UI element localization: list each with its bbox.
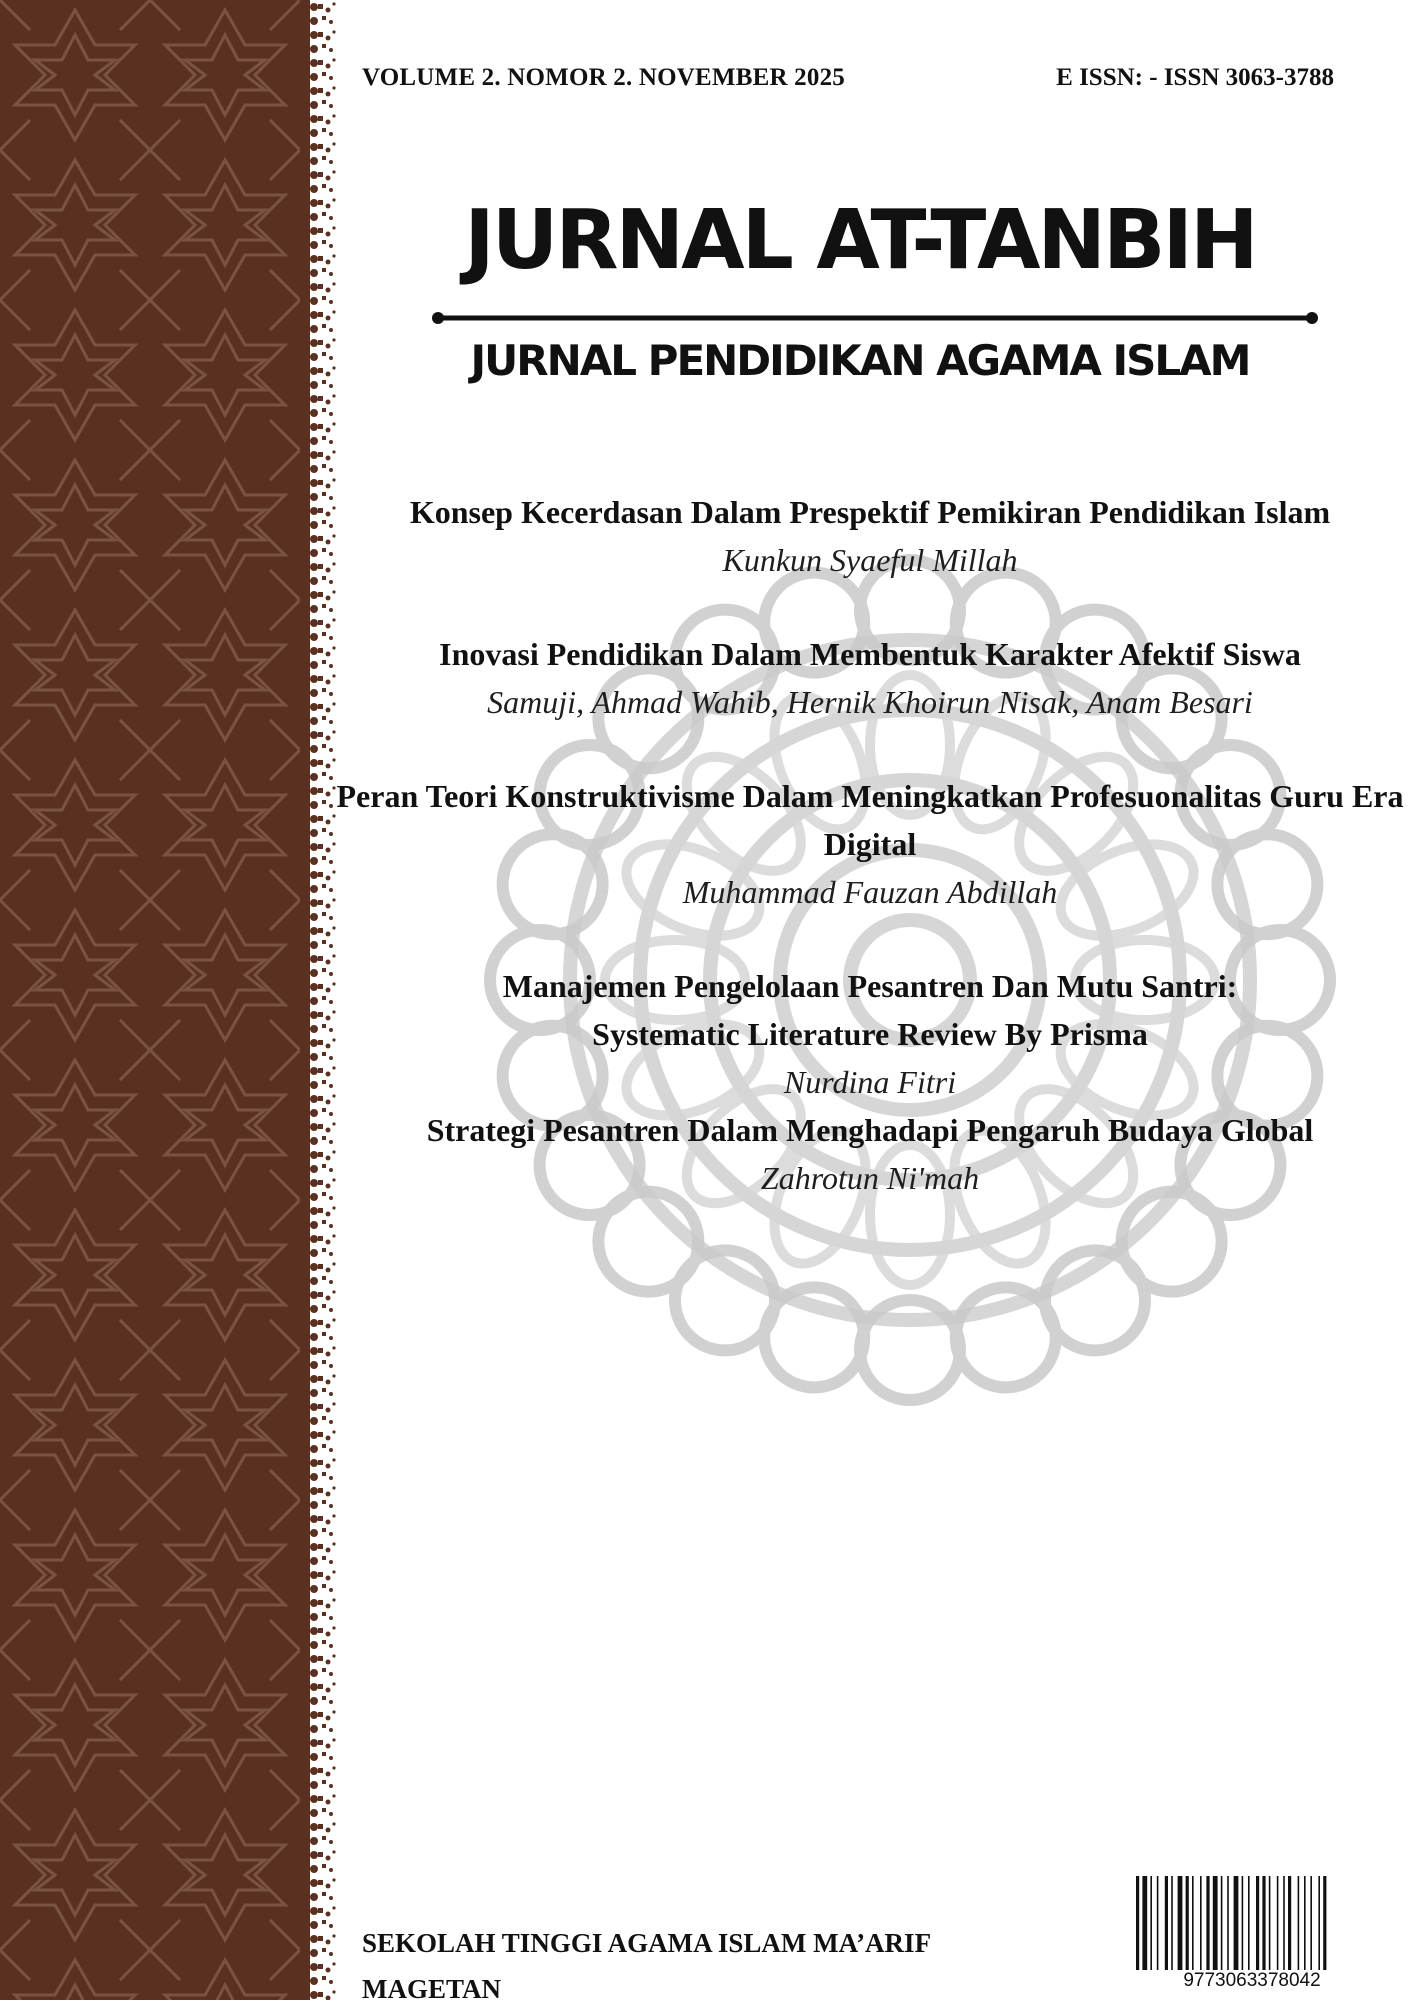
- article-item: [330, 488, 1410, 584]
- article-list: [330, 488, 1410, 1202]
- article-authors: Samuji, Ahmad Wahib, Hernik Khoirun Nisak, Anam Besari: [487, 684, 1253, 720]
- article-title: Inovasi Pendidikan Dalam Membentuk Karakter Afektif Siswa: [439, 636, 1301, 672]
- issn-info: E ISSN: - ISSN 3063-3788: [1056, 64, 1334, 91]
- journal-subtitle: JURNAL PENDIDIKAN AGAMA ISLAM: [470, 336, 1250, 385]
- article-title: Manajemen Pengelolaan Pesantren Dan Mutu Santri: Systematic Literature Review By Prisma: [502, 968, 1238, 1052]
- article-title: Peran Teori Konstruktivisme Dalam Meningkatkan Profesuonalitas Guru Era Digital: [336, 778, 1404, 862]
- article-item: [330, 1106, 1410, 1202]
- article-item: [330, 772, 1410, 916]
- article-title: Konsep Kecerdasan Dalam Prespektif Pemikiran Pendidikan Islam: [409, 494, 1331, 530]
- article-authors: Nurdina Fitri: [783, 1064, 957, 1100]
- decorative-side-band: [0, 0, 310, 2000]
- article-title: Strategi Pesantren Dalam Menghadapi Pengaruh Budaya Global: [426, 1112, 1314, 1148]
- star-pattern-icon: [0, 0, 310, 2000]
- institution-name: [362, 1920, 931, 2012]
- article-item: [330, 630, 1410, 726]
- article-authors: Muhammad Fauzan Abdillah: [682, 874, 1058, 910]
- title-divider: [430, 312, 1320, 324]
- journal-title: JURNAL AT-TANBIH: [464, 193, 1256, 288]
- volume-info: VOLUME 2. NOMOR 2. NOVEMBER 2025: [362, 64, 845, 91]
- barcode-number: 9773063378042: [1132, 1970, 1372, 1992]
- article-authors: Kunkun Syaeful Millah: [722, 542, 1018, 578]
- institution-line: SEKOLAH TINGGI AGAMA ISLAM MA’ARIF: [362, 1928, 932, 1958]
- institution-line: MAGETAN: [362, 1974, 501, 2004]
- article-item: [330, 962, 1410, 1106]
- article-authors: Zahrotun Ni'mah: [760, 1160, 980, 1196]
